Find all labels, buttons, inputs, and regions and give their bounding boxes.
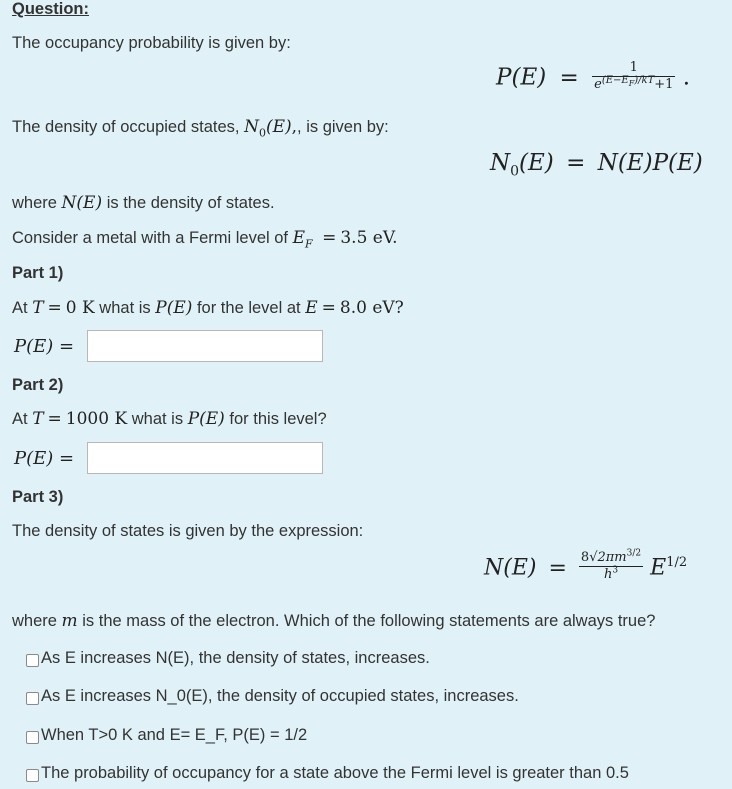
part2-label: Part 2)	[12, 376, 64, 394]
part1-answer-input[interactable]	[87, 330, 323, 362]
option-3-checkbox[interactable]	[26, 731, 39, 744]
fermi-value: 3.5 eV	[340, 228, 393, 248]
option-3-label: When T>0 K and E= E_F, P(E) = 1/2	[41, 726, 308, 744]
question-title: Question:	[12, 0, 89, 18]
exp-F-sub: F	[628, 78, 635, 88]
density-occupied-equation: $N_0(E) = N(E)P(E)$	[490, 150, 703, 180]
exp-tail: )/kT	[634, 74, 655, 86]
density-occupied-tail: , is given by:	[297, 118, 389, 136]
N0-inline: $N_0(E)$,	[244, 117, 298, 140]
exp-base: e	[594, 77, 602, 92]
dos-denominator: $h^3$	[603, 565, 619, 582]
option-2-checkbox[interactable]	[26, 692, 39, 705]
fraction-numerator: 1	[592, 60, 675, 77]
dos-fraction	[579, 550, 643, 583]
dos-E: E	[650, 555, 667, 581]
part1-label: Part 1)	[12, 264, 64, 282]
part3-prompt: The density of states is given by the expression:	[12, 522, 364, 540]
dos-numerator: $8√2\pi m^{3/2}$	[580, 548, 642, 565]
occupancy-fraction	[592, 60, 675, 93]
occupancy-intro: The occupancy probability is given by:	[12, 34, 291, 52]
where-mass-line: where m is the mass of the electron. Which of the following statements are always true?	[12, 611, 656, 631]
dos-equation: N(E) = $\frac{8√2\pi m^{3/2}}{h^3}$ $E^{1/2}$	[484, 548, 688, 582]
N0-symbol: N	[490, 150, 511, 176]
exp-power: (E−E	[601, 74, 629, 86]
where-density-line: where N(E) is the density of states.	[12, 193, 275, 213]
part3-label: Part 3)	[12, 488, 64, 506]
fraction-denominator	[592, 74, 675, 93]
density-occupied-intro	[12, 117, 389, 140]
plus-one: +1	[654, 77, 674, 92]
part1-prompt: At T = 0 K what is P(E) for the level at E = 8.0 eV?	[12, 298, 404, 318]
part2-answer-label: P(E) =	[14, 448, 75, 469]
fermi-level-expr: $E_F = 3.5$ eV.	[292, 228, 398, 251]
option-2-label: As E increases N_0(E), the density of occupied states, increases.	[41, 687, 519, 705]
part2-answer-input[interactable]	[87, 442, 323, 474]
eq-lhs-P: P(E)	[496, 64, 547, 91]
N-of-E-inline: N(E)	[61, 193, 103, 213]
density-occupied-text: The density of occupied states,	[12, 118, 240, 136]
eq-period: .	[682, 64, 691, 91]
N0-rhs: N(E)P(E)	[597, 150, 703, 176]
eq-equals: =	[559, 64, 579, 91]
option-4-label: The probability of occupancy for a state above the Fermi level is greater than 0.5	[41, 764, 629, 782]
fermi-level-line: Consider a metal with a Fermi level of $E_F = 3.5$ eV.	[12, 228, 398, 251]
part2-prompt: At T = 1000 K what is P(E) for this level?	[12, 409, 327, 429]
option-4-checkbox[interactable]	[26, 769, 39, 782]
dos-lhs: N(E)	[484, 555, 537, 581]
option-1-label: As E increases N(E), the density of states, increases.	[41, 649, 430, 667]
option-1-checkbox[interactable]	[26, 654, 39, 667]
occupancy-equation	[496, 62, 690, 95]
part1-answer-label: P(E) =	[14, 336, 75, 357]
